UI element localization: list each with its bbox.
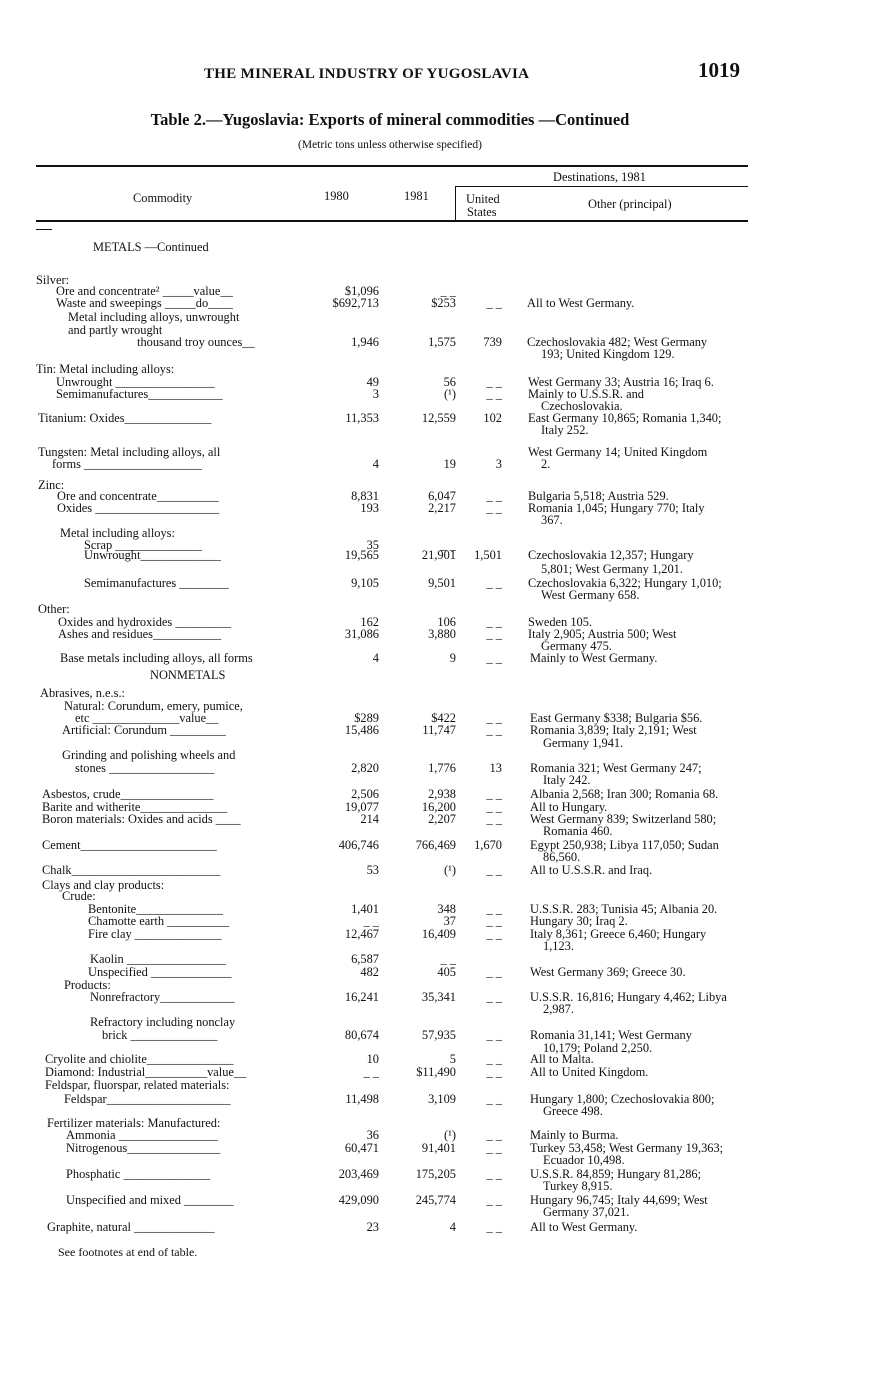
- destination-cell: Italy 8,361; Greece 6,460; Hungary: [530, 927, 707, 941]
- value-us-cell: 3: [495, 457, 502, 471]
- value-1981-cell: _ _: [440, 952, 456, 966]
- destination-cell: Albania 2,568; Iran 300; Romania 68.: [530, 787, 719, 801]
- value-1980-cell: 12,467: [344, 927, 379, 941]
- value-us-cell: _ _: [486, 576, 502, 590]
- destination-cell: Mainly to Burma.: [530, 1128, 619, 1142]
- value-us-cell: _ _: [486, 651, 502, 665]
- destination-cell: West Germany 839; Switzerland 580;: [530, 812, 717, 826]
- col-1980-header: 1980: [324, 189, 349, 203]
- value-us-cell: _ _: [486, 787, 502, 801]
- commodity-cell: Crude:: [62, 889, 96, 903]
- value-1981-cell: 21,901: [421, 548, 456, 562]
- commodity-cell: Base metals including alloys, all forms: [60, 651, 253, 665]
- value-1981-cell: 12,559: [421, 411, 456, 425]
- value-1981-cell: $422: [431, 711, 456, 725]
- destination-cell: Hungary 96,745; Italy 44,699; West: [530, 1193, 708, 1207]
- commodity-cell: Boron materials: Oxides and acids ____: [42, 812, 241, 826]
- value-us-cell: 1,501: [474, 548, 502, 562]
- commodity-cell: Ashes and residues___________: [58, 627, 222, 641]
- value-1981-cell: 2,207: [428, 812, 456, 826]
- value-1981-cell: 9: [449, 651, 456, 665]
- running-title: THE MINERAL INDUSTRY OF YUGOSLAVIA: [204, 66, 530, 82]
- destination-cell: U.S.S.R. 84,859; Hungary 81,286;: [530, 1167, 702, 1181]
- value-us-cell: _ _: [486, 1128, 502, 1142]
- commodity-cell: Unwrought_____________: [84, 548, 221, 562]
- value-1980-cell: 11,498: [345, 1092, 379, 1106]
- destination-cell: Germany 475.: [541, 639, 612, 653]
- commodity-cell: Bentonite______________: [88, 902, 223, 916]
- value-1981-cell: 245,774: [415, 1193, 456, 1207]
- col-commodity-header: Commodity: [133, 191, 193, 205]
- value-1981-cell: 35,341: [421, 990, 456, 1004]
- destination-cell: Bulgaria 5,518; Austria 529.: [528, 489, 669, 503]
- value-1980-cell: 482: [360, 965, 379, 979]
- destination-cell: 86,560.: [543, 850, 581, 864]
- commodity-cell: stones _________________: [75, 761, 215, 775]
- value-1981-cell: 766,469: [415, 838, 456, 852]
- value-us-cell: 102: [483, 411, 502, 425]
- destination-cell: All to West Germany.: [530, 1220, 638, 1234]
- commodity-cell: Feldspar, fluorspar, related materials:: [45, 1078, 230, 1092]
- value-1980-cell: 8,831: [351, 489, 379, 503]
- commodity-cell: etc ______________value__: [75, 711, 219, 725]
- value-1980-cell: 53: [366, 863, 379, 877]
- value-1980-cell: 35: [366, 538, 379, 552]
- commodity-cell: and partly wrought: [68, 323, 163, 337]
- value-1980-cell: 203,469: [338, 1167, 379, 1181]
- value-1981-cell: _ _: [440, 284, 456, 298]
- value-1981-cell: 3,109: [428, 1092, 456, 1106]
- table-footnote: See footnotes at end of table.: [58, 1245, 198, 1259]
- destination-cell: Romania 321; West Germany 247;: [530, 761, 702, 775]
- commodity-cell: Semimanufactures____________: [56, 387, 223, 401]
- commodity-cell: Silver:: [36, 273, 70, 287]
- destination-cell: Romania 31,141; West Germany: [530, 1028, 692, 1042]
- destination-cell: Hungary 1,800; Czechoslovakia 800;: [530, 1092, 715, 1106]
- value-1981-cell: 9,501: [428, 576, 456, 590]
- commodity-cell: Oxides ____________________: [57, 501, 220, 515]
- destination-cell: Ecuador 10,498.: [543, 1153, 625, 1167]
- commodity-cell: Oxides and hydroxides _________: [58, 615, 232, 629]
- value-1980-cell: 4: [372, 457, 379, 471]
- value-1981-cell: 405: [437, 965, 456, 979]
- destination-cell: All to Hungary.: [530, 800, 608, 814]
- destination-cell: U.S.S.R. 16,816; Hungary 4,462; Libya: [530, 990, 727, 1004]
- value-1981-cell: 2,938: [428, 787, 456, 801]
- value-1981-cell: 3,880: [428, 627, 456, 641]
- value-1981-cell: 16,409: [421, 927, 456, 941]
- page-number: 1019: [698, 58, 740, 82]
- destination-cell: 10,179; Poland 2,250.: [543, 1041, 653, 1055]
- value-1981-cell: 5: [449, 1052, 456, 1066]
- destination-cell: Turkey 8,915.: [543, 1179, 613, 1193]
- commodity-cell: Scrap ______________: [84, 538, 203, 552]
- value-us-cell: 739: [483, 335, 502, 349]
- value-1981-cell: 57,935: [421, 1028, 456, 1042]
- destination-cell: Czechoslovakia.: [541, 399, 623, 413]
- value-1980-cell: 3: [372, 387, 379, 401]
- value-1980-cell: 429,090: [338, 1193, 379, 1207]
- value-us-cell: _ _: [486, 615, 502, 629]
- destination-cell: 367.: [541, 513, 563, 527]
- destination-cell: East Germany 10,865; Romania 1,340;: [528, 411, 722, 425]
- value-1981-cell: 106: [437, 615, 456, 629]
- commodity-cell: Refractory including nonclay: [90, 1015, 236, 1029]
- header-left-rule: [36, 229, 52, 230]
- value-1980-cell: 15,486: [344, 723, 379, 737]
- destinations-header: Destinations, 1981: [553, 170, 646, 184]
- commodity-cell: Other:: [38, 602, 70, 616]
- commodity-cell: Abrasives, n.e.s.:: [40, 686, 125, 700]
- value-1981-cell: 91,401: [421, 1141, 456, 1155]
- value-us-cell: _ _: [486, 489, 502, 503]
- value-1981-cell: (¹): [444, 387, 456, 401]
- destination-cell: All to United Kingdom.: [530, 1065, 649, 1079]
- value-us-cell: _ _: [486, 1141, 502, 1155]
- destination-cell: Romania 460.: [543, 824, 613, 838]
- value-1981-cell: 2,217: [428, 501, 456, 515]
- value-1981-cell: $11,490: [416, 1065, 456, 1079]
- commodity-cell: Phosphatic ______________: [66, 1167, 211, 1181]
- value-1980-cell: 31,086: [344, 627, 379, 641]
- commodity-cell: Asbestos, crude_______________: [42, 787, 214, 801]
- value-1980-cell: 19,077: [344, 800, 379, 814]
- value-1981-cell: 56: [443, 375, 456, 389]
- value-1981-cell: _ _: [440, 538, 456, 552]
- value-1980-cell: 19,565: [344, 548, 379, 562]
- commodity-cell: Cryolite and chiolite______________: [45, 1052, 234, 1066]
- destination-cell: Czechoslovakia 12,357; Hungary: [528, 548, 694, 562]
- value-1981-cell: (¹): [444, 1128, 456, 1142]
- commodity-cell: Semimanufactures ________: [84, 576, 229, 590]
- value-us-cell: _ _: [486, 387, 502, 401]
- value-1980-cell: 6,587: [351, 952, 379, 966]
- value-1980-cell: _ _: [363, 914, 379, 928]
- destination-cell: Italy 242.: [543, 773, 591, 787]
- commodity-cell: Diamond: Industrial__________value__: [45, 1065, 247, 1079]
- value-1981-cell: 1,776: [428, 761, 456, 775]
- value-1981-cell: 37: [443, 914, 456, 928]
- table-top-rule: [36, 165, 748, 167]
- commodity-cell: Feldspar____________________: [64, 1092, 231, 1106]
- value-us-cell: _ _: [486, 1065, 502, 1079]
- destination-cell: Sweden 105.: [528, 615, 593, 629]
- destination-cell: Germany 37,021.: [543, 1205, 630, 1219]
- commodity-cell: Artificial: Corundum _________: [62, 723, 226, 737]
- value-us-cell: _ _: [486, 965, 502, 979]
- value-us-cell: _ _: [486, 812, 502, 826]
- value-1980-cell: 4: [372, 651, 379, 665]
- value-1981-cell: 6,047: [428, 489, 456, 503]
- value-1981-cell: (¹): [444, 863, 456, 877]
- commodity-cell: Zinc:: [38, 478, 65, 492]
- value-1980-cell: 214: [360, 812, 379, 826]
- destination-cell: Romania 3,839; Italy 2,191; West: [530, 723, 697, 737]
- value-us-cell: _ _: [486, 902, 502, 916]
- value-us-cell: _ _: [486, 863, 502, 877]
- value-1980-cell: 2,506: [351, 787, 379, 801]
- col-1981-header: 1981: [404, 189, 429, 203]
- destination-cell: Greece 498.: [543, 1104, 603, 1118]
- value-1980-cell: 1,946: [351, 335, 379, 349]
- value-1981-cell: 1,575: [428, 335, 456, 349]
- commodity-cell: Natural: Corundum, emery, pumice,: [64, 699, 243, 713]
- commodity-cell: Barite and witherite______________: [42, 800, 228, 814]
- destination-cell: Germany 1,941.: [543, 736, 624, 750]
- destination-cell: All to Malta.: [530, 1052, 594, 1066]
- value-us-cell: _ _: [486, 914, 502, 928]
- value-1980-cell: 60,471: [344, 1141, 379, 1155]
- section-label-metals: METALS —Continued: [93, 240, 209, 254]
- value-us-cell: _ _: [486, 723, 502, 737]
- value-us-cell: _ _: [486, 501, 502, 515]
- destination-cell: Czechoslovakia 6,322; Hungary 1,010;: [528, 576, 722, 590]
- col-us-header-line1: United: [466, 192, 500, 206]
- destination-cell: Italy 2,905; Austria 500; West: [528, 627, 677, 641]
- value-1980-cell: 193: [360, 501, 379, 515]
- destination-cell: Mainly to West Germany.: [530, 651, 658, 665]
- value-us-cell: 1,670: [474, 838, 502, 852]
- value-us-cell: _ _: [486, 1092, 502, 1106]
- commodity-cell: Titanium: Oxides______________: [38, 411, 212, 425]
- commodity-cell: Clays and clay products:: [42, 878, 165, 892]
- commodity-cell: Waste and sweepings _____do____: [56, 296, 233, 310]
- destination-cell: 1,123.: [543, 939, 574, 953]
- destination-cell: U.S.S.R. 283; Tunisia 45; Albania 20.: [530, 902, 718, 916]
- value-1980-cell: 1,401: [351, 902, 379, 916]
- value-us-cell: _ _: [486, 711, 502, 725]
- destination-cell: East Germany $338; Bulgaria $56.: [530, 711, 703, 725]
- value-1981-cell: 19: [443, 457, 456, 471]
- value-1980-cell: 11,353: [345, 411, 379, 425]
- value-1980-cell: 49: [366, 375, 379, 389]
- destination-cell: 193; United Kingdom 129.: [541, 347, 675, 361]
- commodity-cell: Unwrought ________________: [56, 375, 215, 389]
- commodity-cell: Chamotte earth __________: [88, 914, 230, 928]
- commodity-cell: thousand troy ounces__: [137, 335, 255, 349]
- value-1980-cell: 2,820: [351, 761, 379, 775]
- value-1980-cell: 10: [366, 1052, 379, 1066]
- value-us-cell: _ _: [486, 1167, 502, 1181]
- table-title: Table 2.—Yugoslavia: Exports of mineral commodities —Continued: [150, 110, 630, 129]
- value-us-cell: _ _: [486, 1028, 502, 1042]
- value-1980-cell: $289: [354, 711, 379, 725]
- destination-cell: West Germany 658.: [541, 588, 640, 602]
- value-1981-cell: 4: [449, 1220, 456, 1234]
- value-us-cell: _ _: [486, 990, 502, 1004]
- commodity-cell: Ore and concentrate__________: [57, 489, 219, 503]
- value-1981-cell: 175,205: [415, 1167, 456, 1181]
- value-1980-cell: 23: [366, 1220, 379, 1234]
- col-us-header-line2: States: [467, 205, 497, 219]
- value-us-cell: 13: [489, 761, 502, 775]
- table-subtitle: (Metric tons unless otherwise specified): [298, 139, 482, 151]
- value-us-cell: _ _: [486, 1193, 502, 1207]
- value-1981-cell: 348: [437, 902, 456, 916]
- destination-cell: Czechoslovakia 482; West Germany: [527, 335, 708, 349]
- destination-cell: 5,801; West Germany 1,201.: [541, 562, 683, 576]
- value-1980-cell: 16,241: [344, 990, 379, 1004]
- destination-cell: Romania 1,045; Hungary 770; Italy: [528, 501, 705, 515]
- commodity-cell: Chalk________________________: [42, 863, 221, 877]
- destination-cell: 2,987.: [543, 1002, 574, 1016]
- value-1980-cell: $1,096: [344, 284, 379, 298]
- destination-cell: West Germany 33; Austria 16; Iraq 6.: [528, 375, 714, 389]
- destination-cell: Italy 252.: [541, 423, 589, 437]
- value-1981-cell: 11,747: [422, 723, 456, 737]
- header-bottom-rule: [36, 220, 748, 222]
- value-us-cell: _ _: [486, 296, 502, 310]
- commodity-cell: Kaolin ________________: [90, 952, 226, 966]
- section-label-nonmetals: NONMETALS: [150, 668, 226, 682]
- destination-cell: Turkey 53,458; West Germany 19,363;: [530, 1141, 724, 1155]
- col-other-header: Other (principal): [588, 197, 672, 211]
- commodity-cell: Graphite, natural _____________: [47, 1220, 215, 1234]
- value-us-cell: _ _: [486, 927, 502, 941]
- destination-cell: 2.: [541, 457, 551, 471]
- destinations-rule: [455, 186, 748, 187]
- value-1980-cell: 406,746: [338, 838, 379, 852]
- value-us-cell: _ _: [486, 375, 502, 389]
- commodity-cell: Fertilizer materials: Manufactured:: [47, 1116, 221, 1130]
- destination-cell: All to U.S.S.R. and Iraq.: [530, 863, 653, 877]
- value-1981-cell: $253: [431, 296, 456, 310]
- commodity-cell: Unspecified _____________: [88, 965, 232, 979]
- commodity-cell: Metal including alloys:: [60, 526, 175, 540]
- value-us-cell: _ _: [486, 1052, 502, 1066]
- value-1980-cell: $692,713: [332, 296, 379, 310]
- commodity-cell: brick ______________: [102, 1028, 218, 1042]
- commodity-cell: Tin: Metal including alloys:: [36, 362, 175, 376]
- commodity-cell: Grinding and polishing wheels and: [62, 748, 236, 762]
- value-1981-cell: 16,200: [421, 800, 456, 814]
- destination-cell: West Germany 14; United Kingdom: [528, 445, 708, 459]
- commodity-cell: Metal including alloys, unwrought: [68, 310, 240, 324]
- value-1980-cell: 80,674: [344, 1028, 379, 1042]
- value-1980-cell: 9,105: [351, 576, 379, 590]
- value-us-cell: _ _: [486, 627, 502, 641]
- destination-cell: Mainly to U.S.S.R. and: [528, 387, 644, 401]
- commodity-cell: Nonrefractory____________: [90, 990, 235, 1004]
- value-us-cell: _ _: [486, 1220, 502, 1234]
- value-1980-cell: 36: [366, 1128, 379, 1142]
- commodity-cell: forms ___________________: [52, 457, 202, 471]
- destination-cell: Egypt 250,938; Libya 117,050; Sudan: [530, 838, 719, 852]
- destination-cell: All to West Germany.: [527, 296, 635, 310]
- commodity-cell: Ore and concentrate² _____value__: [56, 284, 233, 298]
- destination-cell: Hungary 30; Iraq 2.: [530, 914, 628, 928]
- commodity-cell: Tungsten: Metal including alloys, all: [38, 445, 221, 459]
- commodity-cell: Fire clay ______________: [88, 927, 222, 941]
- value-us-cell: _ _: [486, 800, 502, 814]
- commodity-cell: Cement______________________: [42, 838, 217, 852]
- commodity-cell: Products:: [64, 978, 111, 992]
- value-1980-cell: _ _: [363, 1065, 379, 1079]
- destination-cell: West Germany 369; Greece 30.: [530, 965, 686, 979]
- commodity-cell: Unspecified and mixed ________: [66, 1193, 234, 1207]
- value-1980-cell: 162: [360, 615, 379, 629]
- commodity-cell: Ammonia ________________: [66, 1128, 218, 1142]
- destinations-divider: [455, 186, 456, 221]
- commodity-cell: Nitrogenous_______________: [66, 1141, 221, 1155]
